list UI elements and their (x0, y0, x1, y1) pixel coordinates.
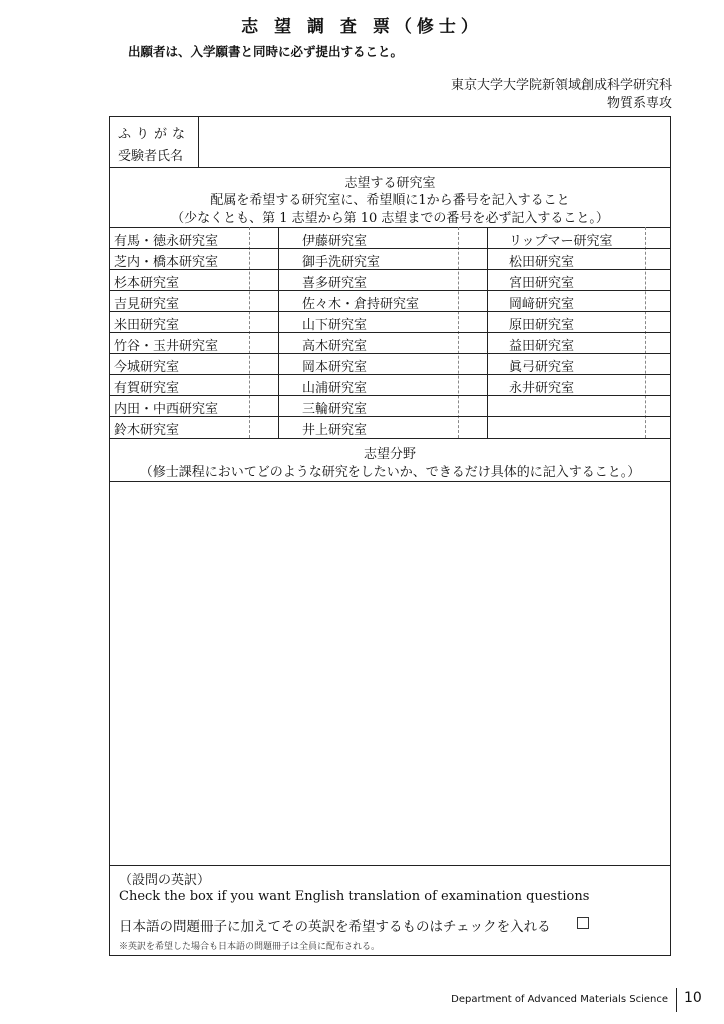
row-divider (110, 395, 670, 396)
lab-name: 御手洗研究室 (302, 255, 381, 270)
translation-heading: （設問の英訳） (119, 873, 211, 888)
footer-divider (676, 988, 677, 1012)
row-divider (110, 290, 670, 291)
divider (110, 227, 670, 228)
instruction-text: 出願者は、入学願書と同時に必ず提出すること。 (128, 44, 404, 59)
lab-name: 原田研究室 (509, 318, 575, 333)
lab-name: 喜多研究室 (302, 276, 368, 291)
lab-name: 高木研究室 (302, 339, 368, 354)
lab-name: 岡﨑研究室 (509, 297, 575, 312)
lab-section-note: （少なくとも、第 1 志望から第 10 志望までの番号を必ず記入すること。） (171, 211, 609, 226)
lab-name: 内田・中西研究室 (114, 402, 219, 417)
name-label: 受験者氏名 (118, 149, 184, 164)
lab-name: 今城研究室 (114, 360, 180, 375)
row-divider (110, 438, 670, 439)
translation-english-text: Check the box if you want English translation of examination questions (119, 889, 590, 904)
field-section-instruction: （修士課程においてどのような研究をしたいか、できるだけ具体的に記入すること。） (139, 465, 641, 480)
lab-name: 有馬・徳永研究室 (114, 234, 219, 249)
lab-name: 吉見研究室 (114, 297, 180, 312)
lab-name: 眞弓研究室 (509, 360, 575, 375)
field-text-area[interactable] (112, 483, 668, 863)
lab-name: 佐々木・倉持研究室 (302, 297, 420, 312)
page-number: 10 (684, 990, 702, 1006)
lab-name: 有賀研究室 (114, 381, 180, 396)
lab-name: 山浦研究室 (302, 381, 368, 396)
row-divider (110, 332, 670, 333)
lab-name: 鈴木研究室 (114, 423, 180, 438)
lab-section-instruction: 配属を希望する研究室に、希望順に1から番号を記入すること (210, 193, 570, 208)
translation-note: ※英訳を希望した場合も日本語の問題冊子は全員に配布される。 (119, 942, 381, 952)
department-name: 物質系専攻 (606, 96, 672, 111)
footer-department: Department of Advanced Materials Science (451, 994, 668, 1005)
lab-name: 岡本研究室 (302, 360, 368, 375)
name-divider (198, 117, 199, 167)
field-section-heading: 志望分野 (363, 447, 416, 462)
lab-name: 永井研究室 (509, 381, 575, 396)
translation-checkbox[interactable] (577, 917, 589, 929)
lab-name: 杉本研究室 (114, 276, 180, 291)
divider (110, 167, 670, 168)
rank-input-column-1[interactable] (250, 228, 277, 438)
survey-form (109, 116, 671, 956)
rank-input-column-2[interactable] (459, 228, 486, 438)
lab-name: 益田研究室 (509, 339, 575, 354)
divider (110, 481, 670, 482)
translation-japanese-text: 日本語の問題冊子に加えてその英訳を希望するものはチェックを入れる (119, 919, 551, 935)
lab-section-heading: 志望する研究室 (344, 176, 436, 191)
rank-input-column-3[interactable] (646, 228, 670, 396)
page-title: 志 望 調 査 票（修士） (241, 17, 483, 37)
lab-name: 米田研究室 (114, 318, 180, 333)
lab-name: 三輪研究室 (302, 402, 368, 417)
university-name: 東京大学大学院新領域創成科学研究科 (450, 78, 672, 93)
lab-name: リップマー研究室 (509, 234, 613, 249)
lab-name: 伊藤研究室 (302, 234, 368, 249)
lab-name: 山下研究室 (302, 318, 368, 333)
lab-name: 竹谷・玉井研究室 (114, 339, 219, 354)
furigana-label: ふりがな (118, 127, 191, 142)
lab-name: 松田研究室 (509, 255, 575, 270)
divider (110, 865, 670, 866)
lab-name: 芝内・橋本研究室 (114, 255, 219, 270)
lab-name: 井上研究室 (302, 423, 368, 438)
name-input-area[interactable] (200, 117, 670, 167)
row-divider (110, 374, 670, 375)
lab-name: 宮田研究室 (509, 276, 575, 291)
